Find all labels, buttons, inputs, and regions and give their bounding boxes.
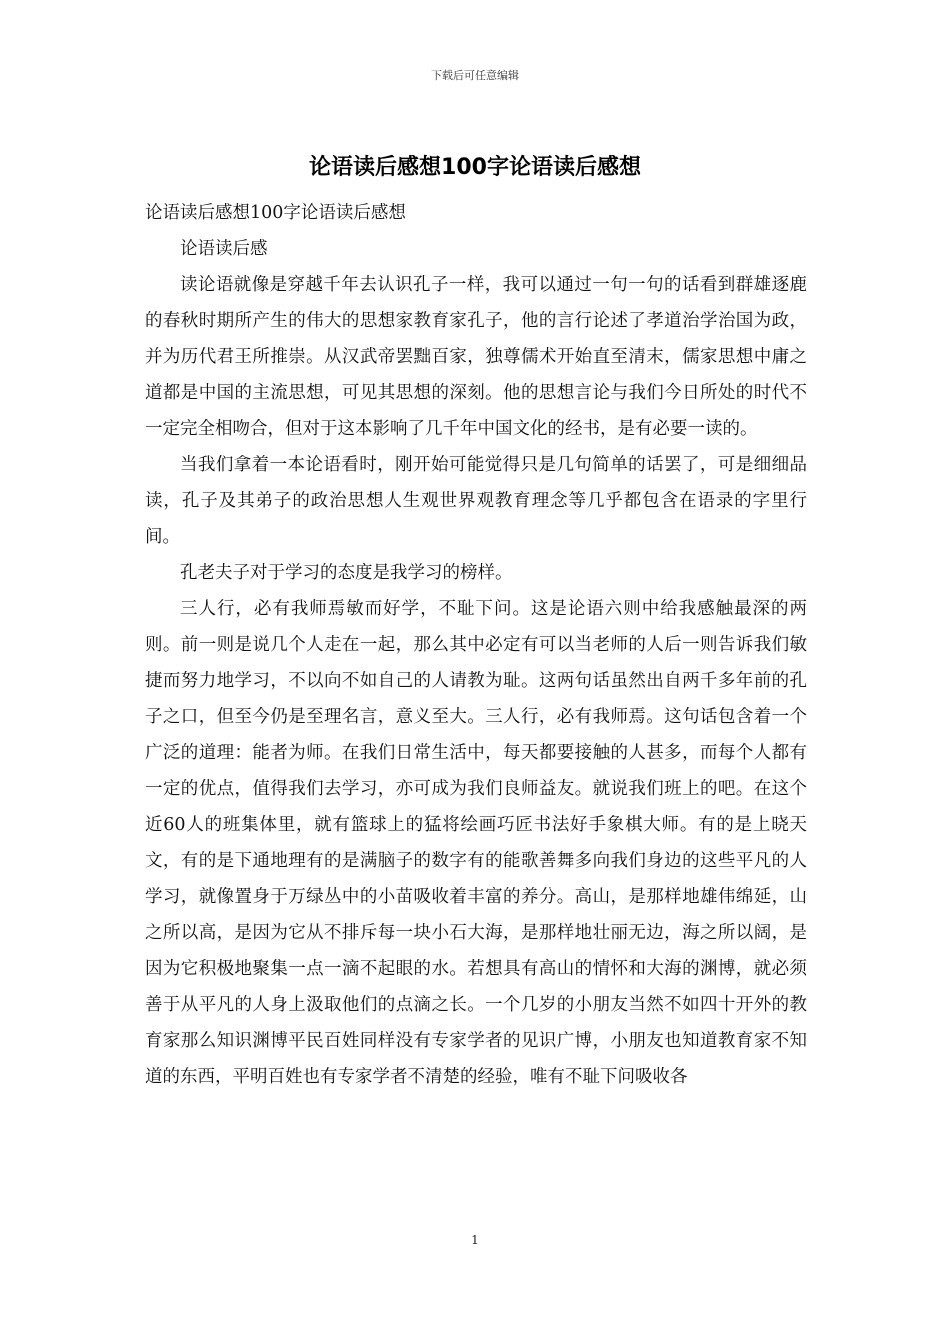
paragraph: 当我们拿着一本论语看时，刚开始可能觉得只是几句简单的话罢了，可是细细品读，孔子及其弟子的政治思想人生观世界观教育理念等几乎都包含在语录的字里行间。 (145, 455, 807, 547)
paragraph: 孔老夫子对于学习的态度是我学习的榜样。 (180, 563, 513, 583)
document-title: 论语读后感想100字论语读后感想 (309, 155, 641, 180)
paragraph: 读论语就像是穿越千年去认识孔子一样，我可以通过一句一句的话看到群雄逐鹿的春秋时期所产生的伟大的思想家教育家孔子，他的言行论述了孝道治学治国为政，并为历代君王所推崇。从汉武帝罢黜百家，独尊儒术开始直至清末，儒家思想中庸之道都是中国的主流思想，可见其思想的深刻。他的思想言论与我们今日所处的时代不一定完全相吻合，但对于这本影响了几千年中国文化的经书，是有必要一读的。 (145, 275, 807, 439)
paragraph: 论语读后感想100字论语读后感想 (145, 203, 406, 223)
header-note: 下载后可任意编辑 (431, 69, 519, 82)
page-number: 1 (471, 1233, 479, 1247)
paragraph: 论语读后感 (180, 239, 268, 259)
document-body (145, 195, 807, 1095)
paragraph: 三人行，必有我师焉敏而好学，不耻下问。这是论语六则中给我感触最深的两则。前一则是说几个人走在一起，那么其中必定有可以当老师的人后一则告诉我们敏捷而努力地学习，不以向不如自己的人请教为耻。这两句话虽然出自两千多年前的孔子之口，但至今仍是至理名言，意义至大。三人行，必有我师焉。这句话包含着一个广泛的道理：能者为师。在我们日常生活中，每天都要接触的人甚多，而每个人都有一定的优点，值得我们去学习，亦可成为我们良师益友。就说我们班上的吧。在这个近60人的班集体里，就有篮球上的猛将绘画巧匠书法好手象棋大师。有的是上晓天文，有的是下通地理有的是满脑子的数字有的能歌善舞多向我们身边的这些平凡的人学习，就像置身于万绿丛中的小苗吸收着丰富的养分。高山，是那样地雄伟绵延，山之所以高，是因为它从不排斥每一块小石大海，是那样地壮丽无边，海之所以阔，是因为它积极地聚集一点一滴不起眼的水。若想具有高山的情怀和大海的渊博，就必须善于从平凡的人身上汲取他们的点滴之长。一个几岁的小朋友当然不如四十开外的教育家那么知识渊博平民百姓同样没有专家学者的见识广博，小朋友也知道教育家不知道的东西，平明百姓也有专家学者不清楚的经验，唯有不耻下问吸收各 (145, 599, 807, 1087)
